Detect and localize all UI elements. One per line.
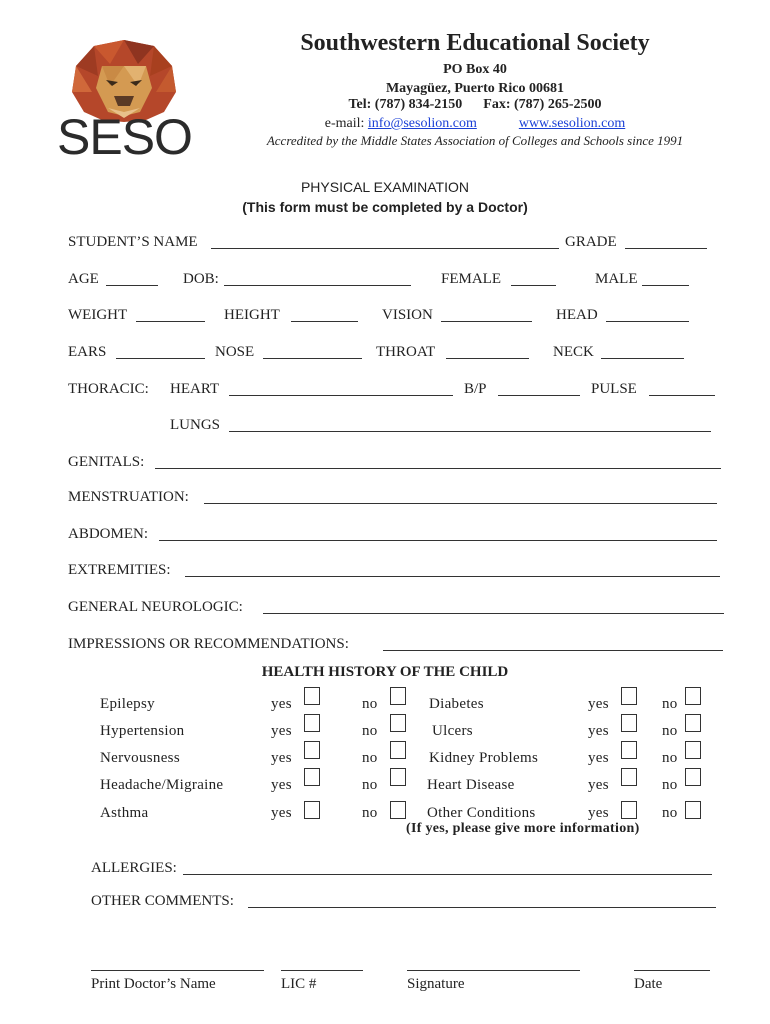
abdomen-label: ABDOMEN: bbox=[68, 526, 149, 542]
yes-checkbox[interactable] bbox=[304, 801, 320, 819]
signature-field[interactable] bbox=[407, 970, 580, 971]
lic-label: LIC # bbox=[281, 976, 317, 992]
lic-field[interactable] bbox=[281, 970, 363, 971]
condition-label: Ulcers bbox=[432, 723, 473, 739]
print-doctor-name-label: Print Doctor’s Name bbox=[91, 976, 216, 992]
date-label: Date bbox=[634, 976, 663, 992]
date-field[interactable] bbox=[634, 970, 710, 971]
heart-label: HEART bbox=[170, 381, 220, 397]
accreditation-text: Accredited by the Middle States Association of Colleges and Schools since 1991 bbox=[266, 133, 684, 148]
no-label: no bbox=[662, 750, 678, 766]
head-field[interactable] bbox=[606, 321, 689, 322]
ears-label: EARS bbox=[68, 344, 107, 360]
weight-label: WEIGHT bbox=[68, 307, 128, 323]
no-checkbox[interactable] bbox=[685, 714, 701, 732]
female-label: FEMALE bbox=[441, 271, 501, 287]
throat-field[interactable] bbox=[446, 358, 529, 359]
allergies-label: ALLERGIES: bbox=[91, 860, 177, 876]
no-checkbox[interactable] bbox=[390, 687, 406, 705]
nose-field[interactable] bbox=[263, 358, 362, 359]
no-label: no bbox=[362, 723, 378, 739]
yes-label: yes bbox=[588, 777, 609, 793]
logo-text: SESO bbox=[57, 109, 192, 165]
neurologic-label: GENERAL NEUROLOGIC: bbox=[68, 599, 243, 615]
no-checkbox[interactable] bbox=[685, 801, 701, 819]
height-field[interactable] bbox=[291, 321, 358, 322]
no-label: no bbox=[362, 805, 378, 821]
dob-label: DOB: bbox=[183, 271, 219, 287]
no-label: no bbox=[362, 777, 378, 793]
pulse-field[interactable] bbox=[649, 395, 715, 396]
heart-field[interactable] bbox=[229, 395, 453, 396]
organization-name: Southwestern Educational Society bbox=[300, 30, 650, 56]
condition-label: Other Conditions bbox=[427, 805, 536, 821]
neck-field[interactable] bbox=[601, 358, 684, 359]
genitals-field[interactable] bbox=[155, 468, 721, 469]
yes-label: yes bbox=[271, 696, 292, 712]
no-label: no bbox=[662, 696, 678, 712]
health-history-title: HEALTH HISTORY OF THE CHILD bbox=[261, 664, 509, 680]
genitals-label: GENITALS: bbox=[68, 454, 145, 470]
address-line-1: PO Box 40 bbox=[443, 62, 507, 77]
fax-number: Fax: (787) 265-2500 bbox=[483, 97, 602, 112]
lungs-field[interactable] bbox=[229, 431, 711, 432]
female-field[interactable] bbox=[511, 285, 556, 286]
throat-label: THROAT bbox=[376, 344, 436, 360]
pulse-label: PULSE bbox=[591, 381, 637, 397]
no-label: no bbox=[662, 723, 678, 739]
other-comments-label: OTHER COMMENTS: bbox=[91, 893, 234, 909]
yes-checkbox[interactable] bbox=[304, 714, 320, 732]
signature-label: Signature bbox=[407, 976, 465, 992]
no-checkbox[interactable] bbox=[390, 768, 406, 786]
yes-checkbox[interactable] bbox=[304, 768, 320, 786]
yes-checkbox[interactable] bbox=[621, 801, 637, 819]
lungs-label: LUNGS bbox=[170, 417, 221, 433]
male-label: MALE bbox=[595, 271, 638, 287]
vision-label: VISION bbox=[382, 307, 433, 323]
no-label: no bbox=[362, 696, 378, 712]
condition-label: Diabetes bbox=[429, 696, 484, 712]
extremities-label: EXTREMITIES: bbox=[68, 562, 171, 578]
thoracic-label: THORACIC: bbox=[68, 381, 149, 397]
other-comments-field[interactable] bbox=[248, 907, 716, 908]
yes-checkbox[interactable] bbox=[621, 714, 637, 732]
weight-field[interactable] bbox=[136, 321, 205, 322]
age-field[interactable] bbox=[106, 285, 158, 286]
yes-label: yes bbox=[588, 696, 609, 712]
neck-label: NECK bbox=[553, 344, 594, 360]
dob-field[interactable] bbox=[224, 285, 411, 286]
yes-label: yes bbox=[588, 750, 609, 766]
student-name-label: STUDENT’S NAME bbox=[68, 234, 198, 250]
condition-label: Nervousness bbox=[100, 750, 180, 766]
contact-phones bbox=[230, 95, 720, 114]
no-checkbox[interactable] bbox=[390, 741, 406, 759]
phone-number: Tel: (787) 834-2150 bbox=[348, 97, 463, 112]
impressions-label: IMPRESSIONS OR RECOMMENDATIONS: bbox=[68, 636, 349, 652]
no-checkbox[interactable] bbox=[390, 801, 406, 819]
no-label: no bbox=[662, 777, 678, 793]
email-label: e-mail: bbox=[324, 116, 365, 131]
more-info-note: (If yes, please give more information) bbox=[406, 821, 640, 836]
bp-label: B/P bbox=[464, 381, 487, 397]
yes-checkbox[interactable] bbox=[621, 768, 637, 786]
abdomen-field[interactable] bbox=[159, 540, 717, 541]
condition-label: Epilepsy bbox=[100, 696, 155, 712]
condition-label: Headache/Migraine bbox=[100, 777, 224, 793]
height-label: HEIGHT bbox=[224, 307, 280, 323]
form-title: PHYSICAL EXAMINATION bbox=[300, 179, 470, 195]
no-label: no bbox=[362, 750, 378, 766]
no-label: no bbox=[662, 805, 678, 821]
impressions-field[interactable] bbox=[383, 650, 723, 651]
vision-field[interactable] bbox=[441, 321, 532, 322]
website-link[interactable]: www.sesolion.com bbox=[518, 116, 626, 131]
yes-label: yes bbox=[271, 805, 292, 821]
allergies-field[interactable] bbox=[183, 874, 712, 875]
extremities-field[interactable] bbox=[185, 576, 720, 577]
yes-checkbox[interactable] bbox=[304, 687, 320, 705]
nose-label: NOSE bbox=[215, 344, 255, 360]
no-checkbox[interactable] bbox=[390, 714, 406, 732]
grade-label: GRADE bbox=[565, 234, 617, 250]
yes-checkbox[interactable] bbox=[621, 741, 637, 759]
bp-field[interactable] bbox=[498, 395, 580, 396]
condition-label: Asthma bbox=[100, 805, 149, 821]
no-checkbox[interactable] bbox=[685, 687, 701, 705]
address-line-2: Mayagüez, Puerto Rico 00681 bbox=[385, 81, 565, 96]
yes-label: yes bbox=[271, 750, 292, 766]
email-link[interactable]: info@sesolion.com bbox=[367, 116, 477, 131]
neurologic-field[interactable] bbox=[263, 613, 724, 614]
male-field[interactable] bbox=[642, 285, 689, 286]
yes-checkbox[interactable] bbox=[304, 741, 320, 759]
doctor-name-field[interactable] bbox=[91, 970, 264, 971]
form-subtitle: (This form must be completed by a Doctor) bbox=[242, 199, 528, 215]
no-checkbox[interactable] bbox=[685, 768, 701, 786]
head-label: HEAD bbox=[556, 307, 598, 323]
yes-label: yes bbox=[588, 723, 609, 739]
no-checkbox[interactable] bbox=[685, 741, 701, 759]
yes-label: yes bbox=[271, 777, 292, 793]
student-name-field[interactable] bbox=[211, 248, 559, 249]
menstruation-label: MENSTRUATION: bbox=[68, 489, 189, 505]
menstruation-field[interactable] bbox=[204, 503, 717, 504]
condition-label: Kidney Problems bbox=[429, 750, 539, 766]
yes-label: yes bbox=[271, 723, 292, 739]
age-label: AGE bbox=[68, 271, 99, 287]
yes-label: yes bbox=[588, 805, 609, 821]
yes-checkbox[interactable] bbox=[621, 687, 637, 705]
grade-field[interactable] bbox=[625, 248, 707, 249]
condition-label: Hypertension bbox=[100, 723, 185, 739]
condition-label: Heart Disease bbox=[427, 777, 515, 793]
ears-field[interactable] bbox=[116, 358, 205, 359]
